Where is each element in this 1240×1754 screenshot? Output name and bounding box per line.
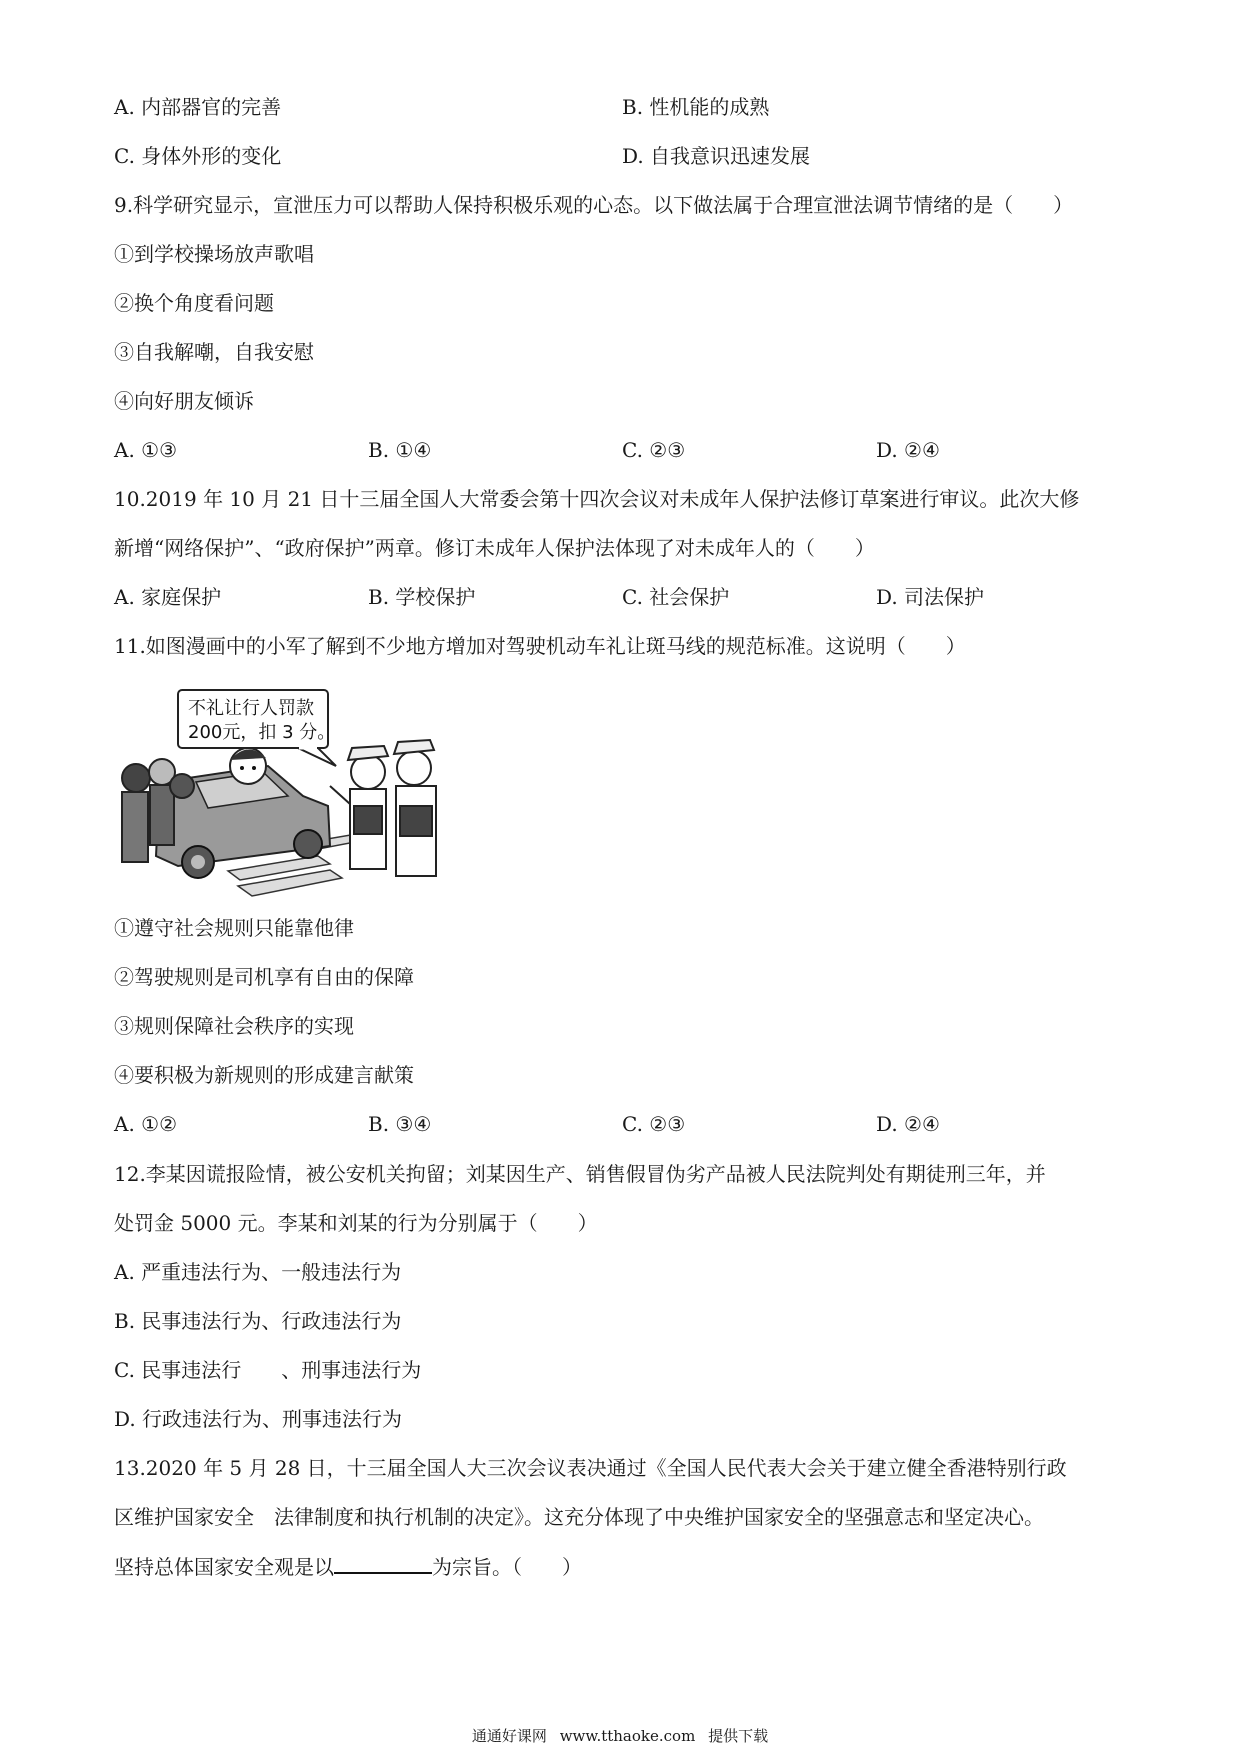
q9-option-b: B. ①④	[368, 438, 432, 462]
q10-option-c: C. 社会保护	[622, 585, 730, 609]
q13-stem-line3-before: 坚持总体国家安全观是以	[114, 1555, 334, 1579]
q12-option-c: C. 民事违法行 、刑事违法行为	[114, 1358, 422, 1382]
q9-option-d: D. ②④	[876, 438, 940, 462]
q13-stem-line3-after: 为宗旨。（ ）	[432, 1555, 582, 1579]
q12-option-b: B. 民事违法行为、行政违法行为	[114, 1309, 402, 1333]
q9-statement-4: ④向好朋友倾诉	[114, 389, 254, 413]
q13-stem-line3	[114, 1552, 582, 1581]
cartoon-bubble-text-1: 不礼让行人罚款	[188, 698, 314, 719]
q8-option-d: D. 自我意识迅速发展	[622, 144, 811, 168]
q12-option-d: D. 行政违法行为、刑事违法行为	[114, 1407, 403, 1431]
q11-option-a: A. ①②	[114, 1112, 178, 1136]
q11-option-b: B. ③④	[368, 1112, 432, 1136]
q11-statement-1: ①遵守社会规则只能靠他律	[114, 916, 354, 940]
q8-option-b: B. 性机能的成熟	[622, 95, 770, 119]
q10-option-b: B. 学校保护	[368, 585, 476, 609]
q11-stem: 11.如图漫画中的小军了解到不少地方增加对驾驶机动车礼让斑马线的规范标准。这说明（ ）	[114, 634, 966, 658]
q11-statement-2: ②驾驶规则是司机享有自由的保障	[114, 965, 414, 989]
q11-statement-3: ③规则保障社会秩序的实现	[114, 1014, 354, 1038]
cartoon-bubble-text-2: 200元，扣 3 分。	[188, 722, 336, 743]
q10-option-d: D. 司法保护	[876, 585, 985, 609]
q9-statement-2: ②换个角度看问题	[114, 291, 274, 315]
footer-site-name: 通通好课网	[471, 1727, 547, 1745]
q10-option-a: A. 家庭保护	[114, 585, 222, 609]
q9-option-c: C. ②③	[622, 438, 686, 462]
cartoon-driver	[230, 748, 266, 784]
q10-stem-line2: 新增“网络保护”、“政府保护”两章。修订未成年人保护法体现了对未成年人的（ ）	[114, 536, 875, 560]
q11-option-d: D. ②④	[876, 1112, 940, 1136]
q13-stem-line2: 区维护国家安全 法律制度和执行机制的决定》。这充分体现了中央维护国家安全的坚强意志和坚定决心。	[114, 1505, 1044, 1529]
q9-statement-3: ③自我解嘲，自我安慰	[114, 340, 314, 364]
q9-stem: 9.科学研究显示，宣泄压力可以帮助人保持积极乐观的心态。以下做法属于合理宣泄法调节情绪的是（ ）	[114, 193, 1074, 217]
q11-option-c: C. ②③	[622, 1112, 686, 1136]
q12-option-a: A. 严重违法行为、一般违法行为	[114, 1260, 402, 1284]
cartoon-police-officers	[330, 740, 436, 876]
q11-statement-4: ④要积极为新规则的形成建言献策	[114, 1063, 414, 1087]
q10-stem-line1: 10.2019 年 10 月 21 日十三届全国人大常委会第十四次会议对未成年人保护法修订草案进行审议。此次大修	[114, 487, 1080, 511]
footer-url[interactable]: www.tthaoke.com	[559, 1727, 696, 1745]
page-footer	[0, 1726, 1240, 1746]
q11-cartoon-image	[118, 686, 448, 900]
q9-option-a: A. ①③	[114, 438, 178, 462]
q13-answer-blank	[334, 1552, 432, 1574]
footer-suffix: 提供下载	[708, 1727, 769, 1745]
q8-option-a: A. 内部器官的完善	[114, 95, 282, 119]
q8-option-c: C. 身体外形的变化	[114, 144, 282, 168]
q9-statement-1: ①到学校操场放声歌唱	[114, 242, 314, 266]
q12-stem-line1: 12.李某因谎报险情，被公安机关拘留；刘某因生产、销售假冒伪劣产品被人民法院判处有期徒刑三年，并	[114, 1162, 1046, 1186]
q12-stem-line2: 处罚金 5000 元。李某和刘某的行为分别属于（ ）	[114, 1211, 598, 1235]
q13-stem-line1: 13.2020 年 5 月 28 日，十三届全国人大三次会议表决通过《全国人民代表大会关于建立健全香港特别行政	[114, 1456, 1067, 1480]
